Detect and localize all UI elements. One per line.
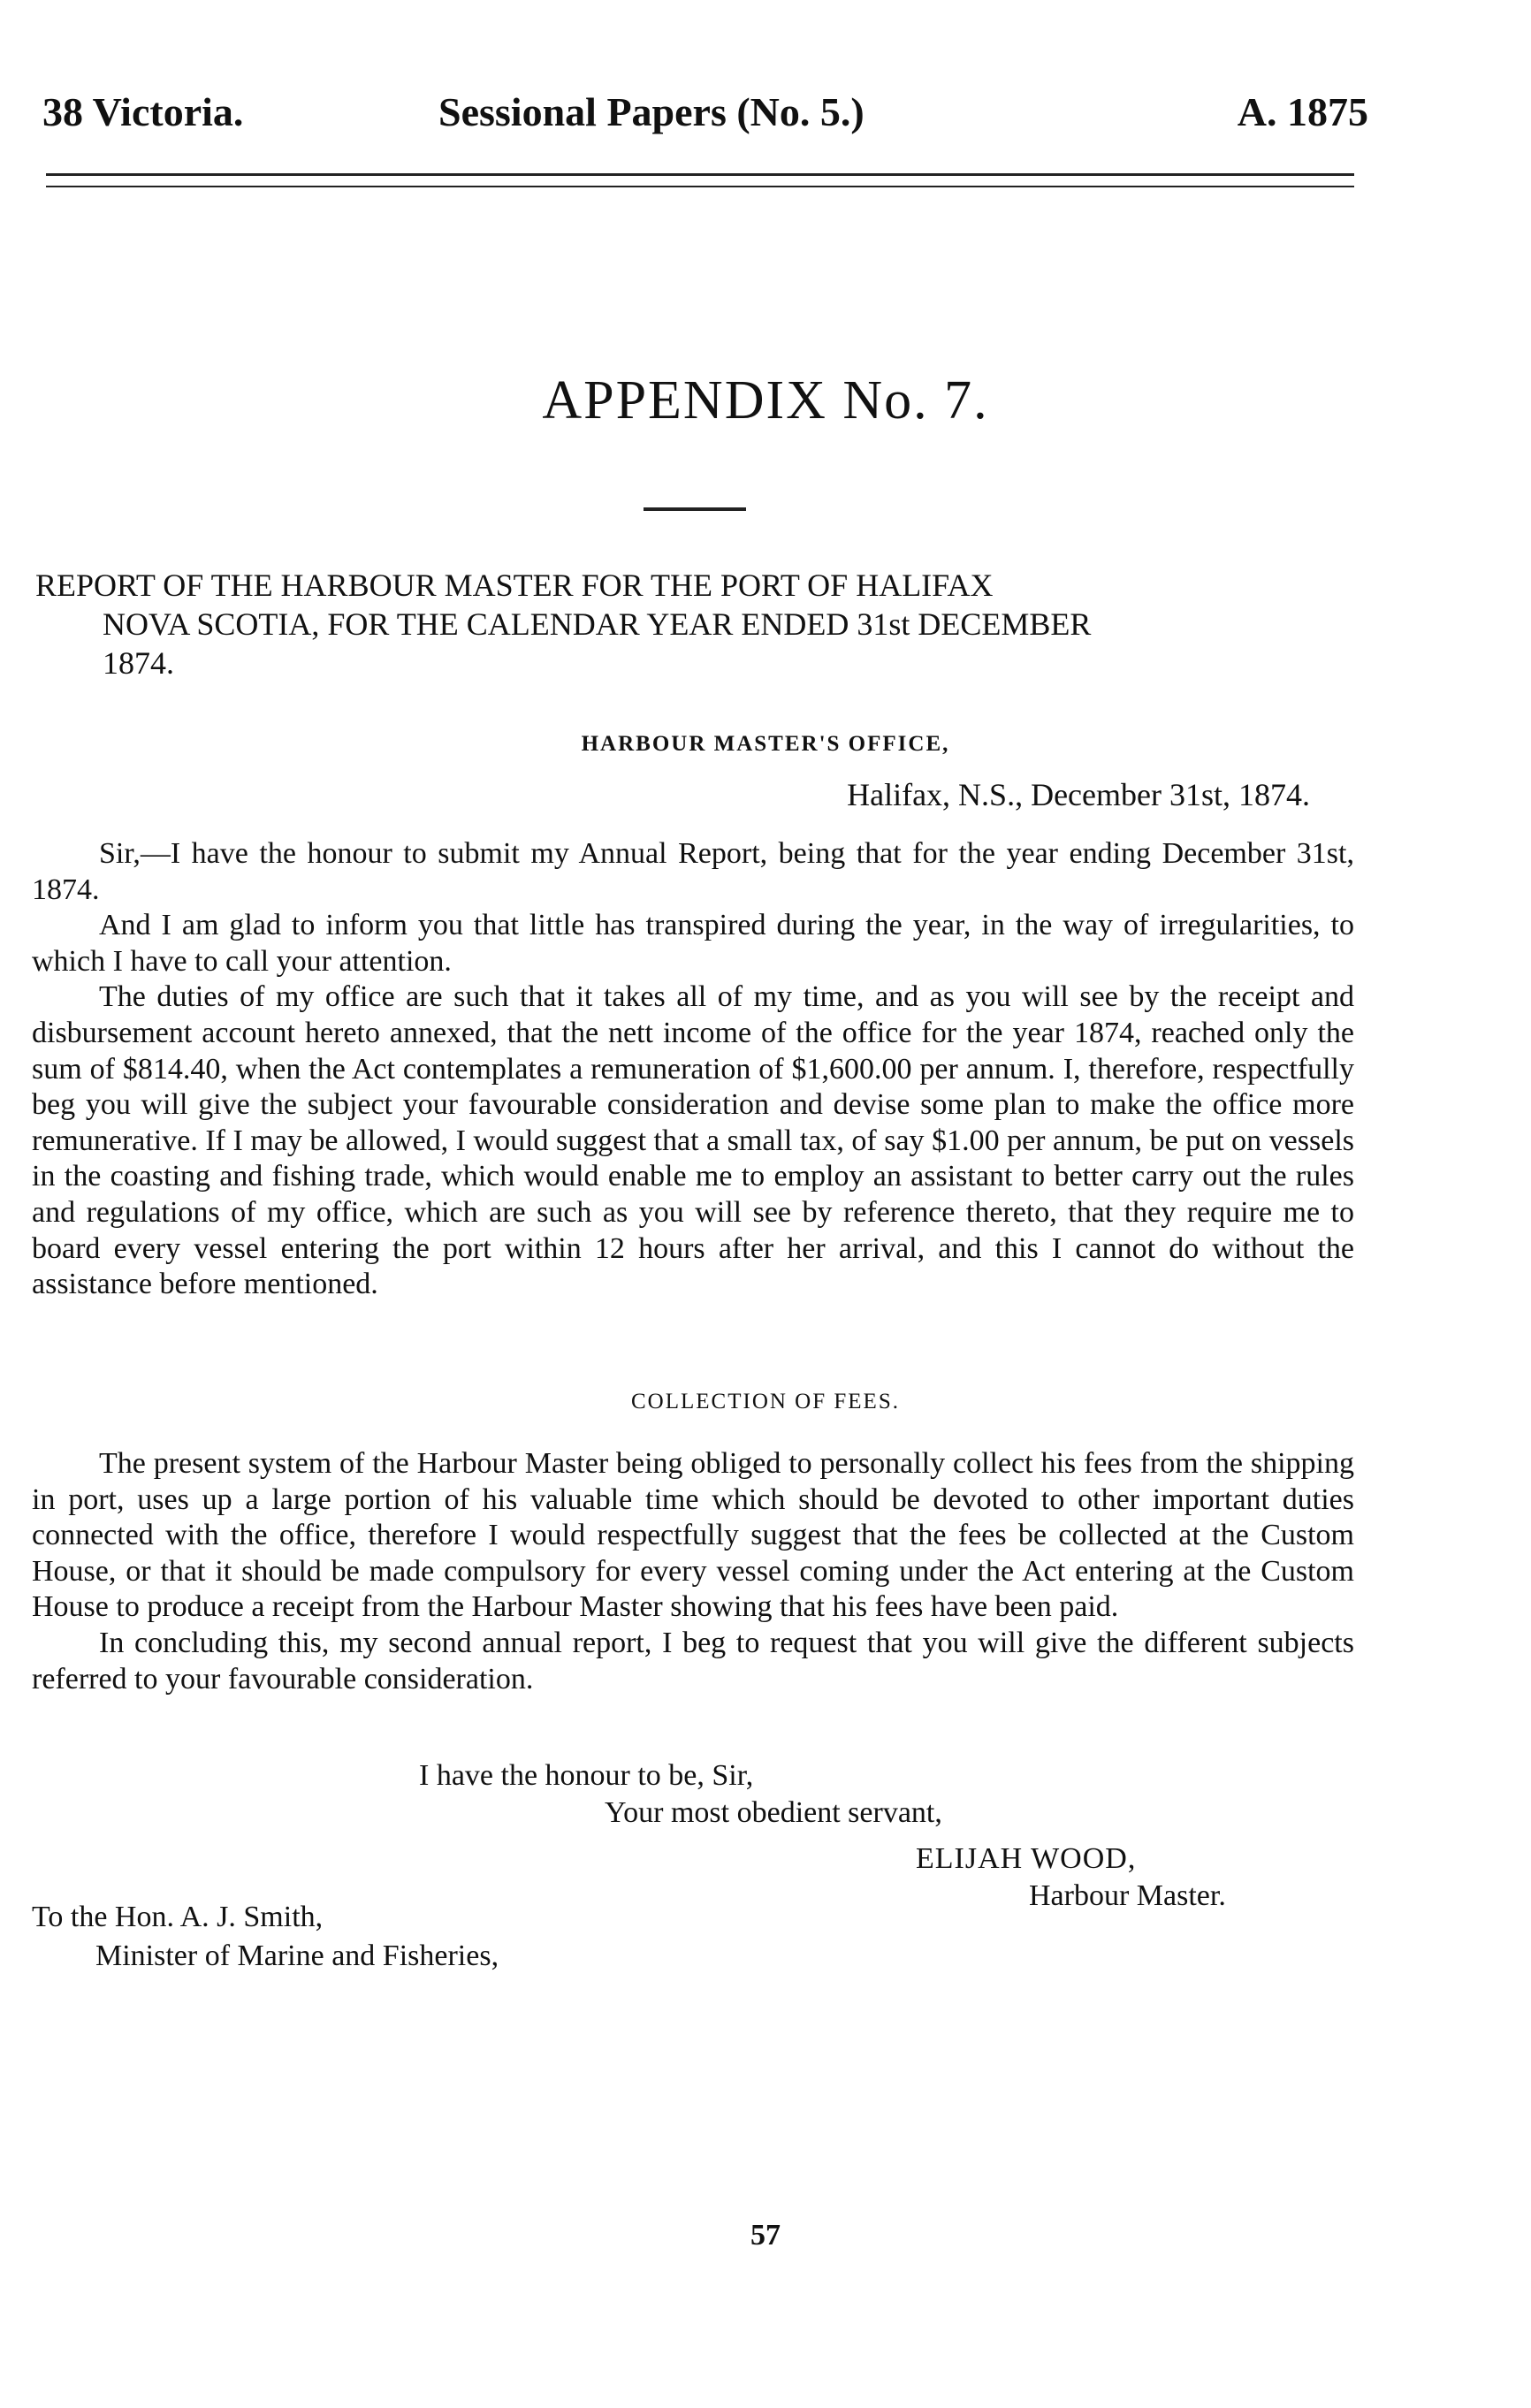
signature-title: Harbour Master. [1029, 1879, 1226, 1912]
header-papers: Sessional Papers (No. 5.) [438, 89, 865, 134]
report-title-line-3: 1874. [103, 645, 174, 681]
paragraph-salutation: Sir,—I have the honour to submit my Annual Report, being that for the year ending December 31st, 1874. [32, 837, 1354, 906]
paragraph-fees: The present system of the Harbour Master being obliged to personally collect his fees from the shipping in port, uses up a large portion of his valuable time which should be devoted to other important duties connected with the office, therefore I would respectfully suggest that the fees be collected at the Custom House, or that it should be made compulsory for every vessel coming under the Act entering at the Custom House to produce a receipt from the Harbour Master showing that his fees have been paid. [32, 1447, 1354, 1624]
office-heading: HARBOUR MASTER'S OFFICE, [581, 732, 950, 756]
fees-section-body [32, 1446, 1354, 1697]
paragraph-irregularities: And I am glad to inform you that little has transpired during the year, in the way of irregularities, to which I have to call your attention. [32, 909, 1354, 978]
paragraph-conclusion: In concluding this, my second annual report, I beg to request that you will give the different subjects referred to your favourable consideration. [32, 1626, 1354, 1696]
running-header [42, 81, 1368, 143]
header-rule-bottom [46, 186, 1354, 187]
addressee-line-2: Minister of Marine and Fisheries, [95, 1939, 499, 1972]
closing-line-1: I have the honour to be, Sir, [419, 1759, 754, 1792]
addressee-line-1: To the Hon. A. J. Smith, [32, 1901, 324, 1933]
paragraph-duties: The duties of my office are such that it takes all of my time, and as you will see by the receipt and disbursement account hereto annexed, that the nett income of the office for the year 1874, reached only the sum of $814.40, when the Act contemplates a remuneration of $1,600.00 per annum. I, therefore, respectfully beg you will give the subject your favourable consideration and devise some plan to make the office more remunerative. If I may be allowed, I would suggest that a small tax, of say $1.00 per annum, be put on vessels in the coasting and fishing trade, which would enable me to employ an assistant to better carry out the rules and regulations of my office, which are such as you will see by reference thereto, that they require me to board every vessel entering the port within 12 hours after her arrival, and this I cannot do without the assistance before mentioned. [32, 980, 1354, 1301]
letter-body [32, 836, 1354, 1303]
report-title-line-1: REPORT OF THE HARBOUR MASTER FOR THE PORT OF HALIFAX [35, 568, 994, 603]
report-title-line-2: NOVA SCOTIA, FOR THE CALENDAR YEAR ENDED 31st DECEMBER [103, 606, 1092, 642]
header-year: A. 1875 [1237, 89, 1368, 134]
page-number: 57 [750, 2219, 781, 2252]
section-heading-collection-of-fees: COLLECTION OF FEES. [631, 1390, 900, 1414]
closing-line-2: Your most obedient servant, [605, 1796, 942, 1829]
header-rule-top [46, 173, 1354, 176]
report-title [35, 566, 1361, 682]
dateline: Halifax, N.S., December 31st, 1874. [847, 777, 1310, 812]
header-session: 38 Victoria. [42, 89, 244, 134]
signature-name: ELIJAH WOOD, [916, 1842, 1137, 1875]
title-divider [644, 507, 746, 511]
appendix-title: APPENDIX No. 7. [542, 370, 989, 431]
